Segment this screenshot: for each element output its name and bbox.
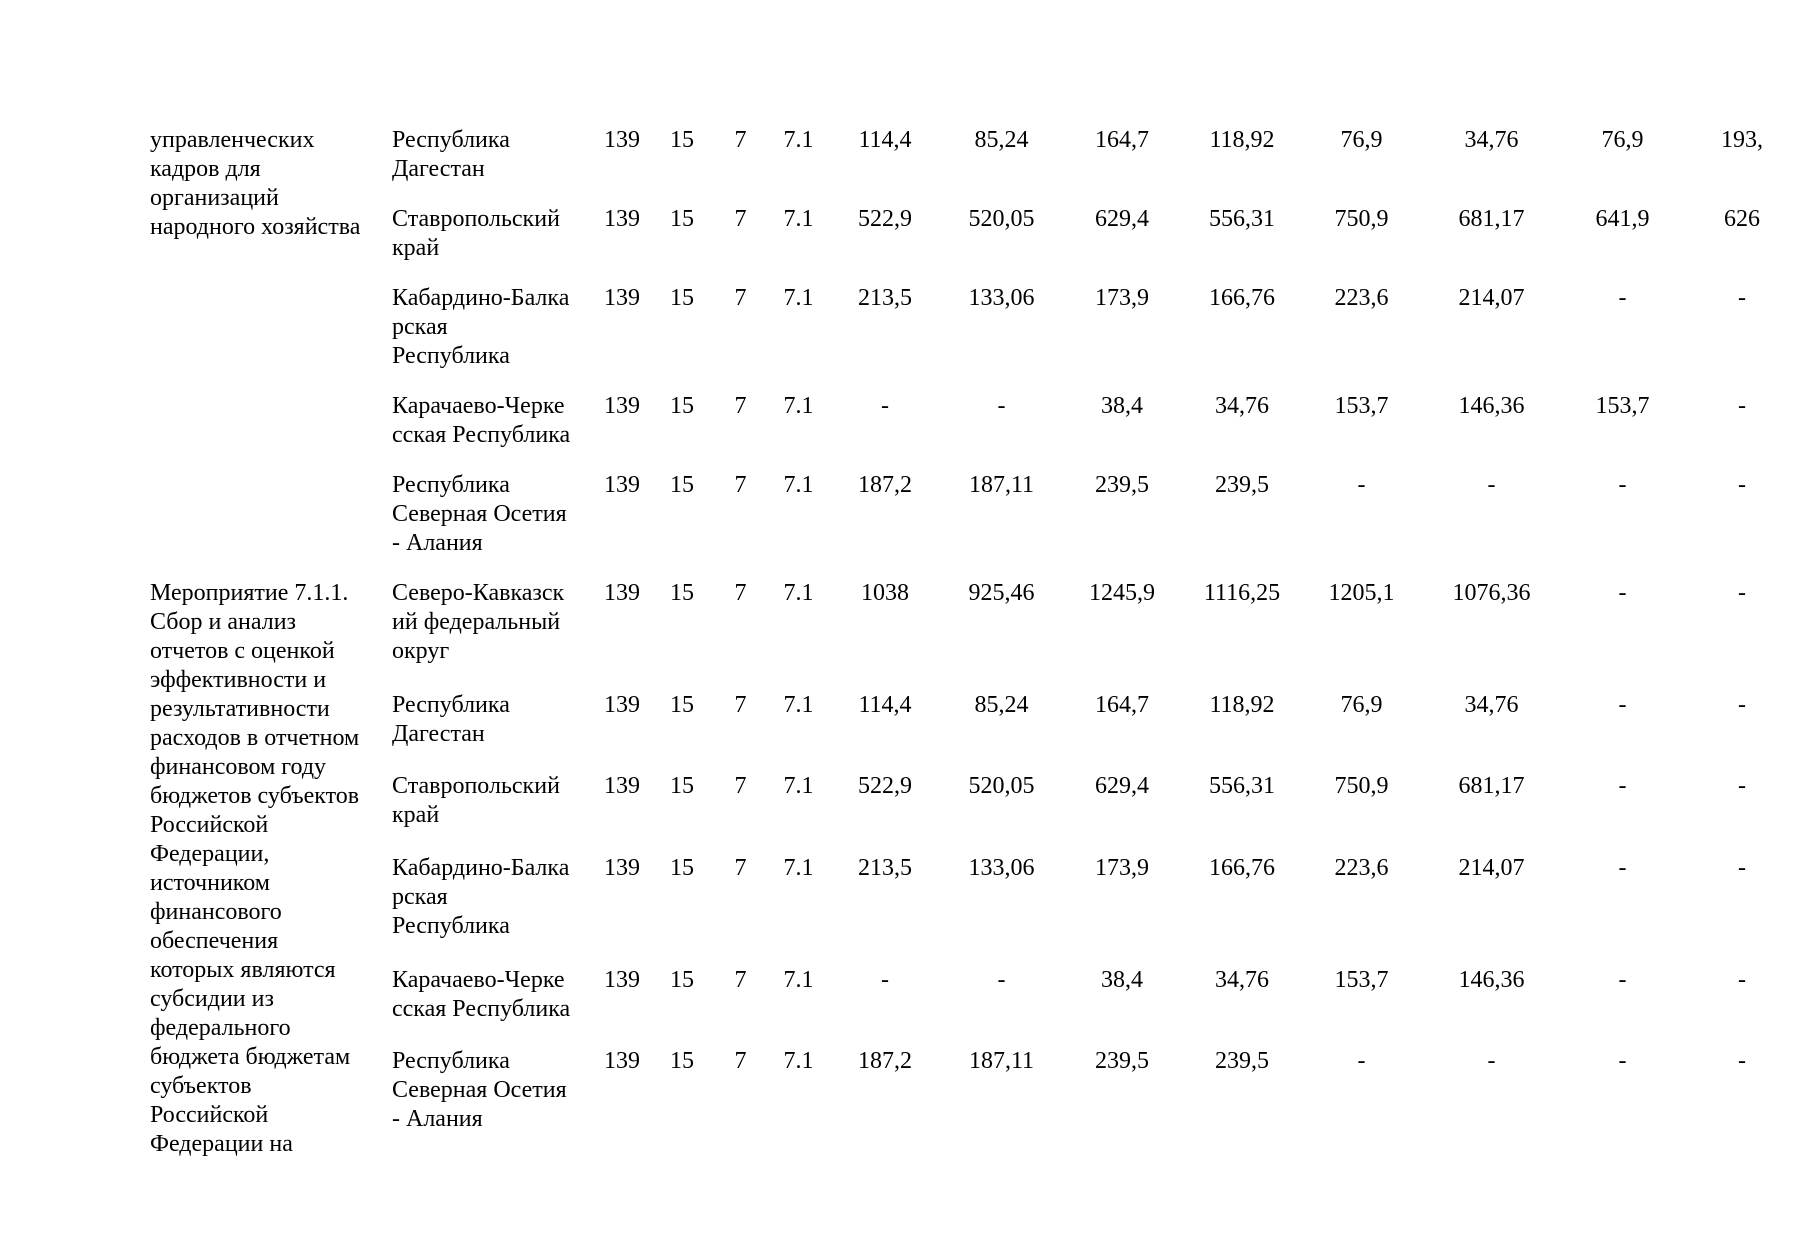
activity-code-cell: 7.1 bbox=[783, 472, 814, 498]
value-cell: - bbox=[1738, 691, 1746, 718]
activity-description bbox=[150, 126, 392, 579]
value-cell: 114,4 bbox=[858, 127, 912, 153]
table-row bbox=[150, 284, 1801, 392]
value-cell: 520,05 bbox=[968, 773, 1035, 800]
subprogram-code-cell: 15 bbox=[670, 580, 694, 606]
measure-code-cell: 7 bbox=[734, 966, 747, 993]
value-cell: 133,06 bbox=[968, 855, 1035, 881]
region-name bbox=[392, 579, 593, 691]
value-cell: 522,9 bbox=[858, 773, 912, 800]
value-cell: 166,76 bbox=[1209, 855, 1275, 881]
description-line: субъектов bbox=[150, 1073, 252, 1099]
description-line: Мероприятие 7.1.1. bbox=[150, 580, 349, 606]
value-cell: - bbox=[1618, 1048, 1627, 1075]
program-code-cell: 139 bbox=[604, 393, 640, 419]
description-line: обеспечения bbox=[150, 928, 279, 954]
value-cell: 164,7 bbox=[1095, 127, 1149, 153]
value-cell: - bbox=[1738, 285, 1746, 311]
region-line: рская bbox=[392, 884, 448, 910]
region-line: край bbox=[392, 235, 440, 261]
program-code-cell: 139 bbox=[604, 855, 640, 881]
value-cell: 1076,36 bbox=[1452, 580, 1531, 606]
description-line: субсидии из bbox=[150, 986, 274, 1012]
table-row bbox=[150, 579, 1801, 691]
value-cell: 214,07 bbox=[1458, 285, 1525, 311]
value-cell: 214,07 bbox=[1458, 855, 1525, 881]
value-cell: 213,5 bbox=[858, 855, 912, 881]
value-cell: 38,4 bbox=[1101, 393, 1143, 419]
value-cell: 239,5 bbox=[1215, 1048, 1269, 1075]
description-line: источником bbox=[150, 870, 270, 896]
region-line: Ставропольский bbox=[392, 206, 560, 232]
table-row bbox=[150, 392, 1801, 471]
program-code-cell: 139 bbox=[604, 206, 640, 232]
program-code-cell: 139 bbox=[604, 966, 640, 993]
description-line: финансовом году bbox=[150, 754, 327, 780]
measure-code-cell: 7 bbox=[734, 580, 747, 606]
measure-code-cell: 7 bbox=[734, 855, 747, 881]
value-cell: - bbox=[1357, 472, 1366, 498]
value-cell: - bbox=[1487, 1048, 1496, 1075]
budget-table bbox=[150, 126, 1801, 1159]
value-cell: - bbox=[997, 966, 1006, 993]
description-line: отчетов с оценкой bbox=[150, 638, 335, 664]
description-line: кадров для bbox=[150, 156, 261, 182]
region-line: Дагестан bbox=[392, 720, 485, 747]
description-line: бюджета бюджетам bbox=[150, 1044, 351, 1070]
value-cell: 193, bbox=[1721, 127, 1763, 153]
value-cell: - bbox=[1618, 966, 1627, 993]
subprogram-code-cell: 15 bbox=[670, 285, 694, 311]
region-name bbox=[392, 966, 593, 1048]
value-cell: 187,2 bbox=[858, 472, 912, 498]
table-row bbox=[150, 205, 1801, 284]
value-cell: - bbox=[1618, 472, 1627, 498]
region-name bbox=[392, 284, 593, 392]
value-cell: 187,2 bbox=[858, 1048, 912, 1075]
value-cell: 166,76 bbox=[1209, 285, 1275, 311]
region-name bbox=[392, 1047, 593, 1159]
description-line: бюджетов субъектов bbox=[150, 783, 360, 809]
description-line: Российской bbox=[150, 1102, 269, 1128]
description-line: федерального bbox=[150, 1015, 291, 1041]
value-cell: 626 bbox=[1724, 206, 1760, 232]
description-line: результативности bbox=[150, 696, 330, 722]
value-cell: 187,11 bbox=[968, 1048, 1035, 1075]
value-cell: - bbox=[881, 393, 889, 419]
value-cell: 146,36 bbox=[1458, 966, 1525, 993]
region-line: сская Республика bbox=[392, 422, 571, 448]
region-line: округ bbox=[392, 638, 450, 664]
value-cell: - bbox=[1738, 855, 1746, 881]
value-cell: 146,36 bbox=[1458, 393, 1525, 419]
value-cell: - bbox=[1487, 472, 1496, 498]
measure-code-cell: 7 bbox=[734, 773, 747, 800]
value-cell: 34,76 bbox=[1464, 691, 1519, 718]
description-line: Федерации, bbox=[150, 841, 270, 867]
value-cell: - bbox=[1618, 285, 1627, 311]
subprogram-code-cell: 15 bbox=[670, 855, 694, 881]
table-row bbox=[150, 854, 1801, 966]
value-cell: 164,7 bbox=[1095, 691, 1149, 718]
value-cell: 681,17 bbox=[1458, 206, 1525, 232]
description-line: организаций bbox=[150, 185, 279, 211]
activity-code-cell: 7.1 bbox=[783, 855, 814, 881]
region-name bbox=[392, 691, 593, 773]
region-name bbox=[392, 471, 593, 579]
region-line: Кабардино-Балка bbox=[392, 285, 570, 311]
activity-code-cell: 7.1 bbox=[783, 691, 814, 718]
value-cell: 556,31 bbox=[1209, 773, 1275, 800]
table-row bbox=[150, 471, 1801, 579]
value-cell: 629,4 bbox=[1095, 206, 1149, 232]
value-cell: 522,9 bbox=[858, 206, 912, 232]
region-line: - Алания bbox=[392, 530, 483, 556]
value-cell: - bbox=[997, 393, 1006, 419]
region-line: Ставропольский bbox=[392, 773, 560, 800]
program-code-cell: 139 bbox=[604, 691, 640, 718]
program-code-cell: 139 bbox=[604, 1048, 640, 1075]
region-line: Республика bbox=[392, 127, 510, 153]
value-cell: 750,9 bbox=[1334, 773, 1389, 800]
measure-code-cell: 7 bbox=[734, 393, 747, 419]
activity-description bbox=[150, 579, 392, 1159]
region-line: Республика bbox=[392, 1048, 510, 1075]
value-cell: 34,76 bbox=[1464, 127, 1519, 153]
value-cell: - bbox=[1738, 966, 1746, 993]
value-cell: 1205,1 bbox=[1328, 580, 1395, 606]
activity-code-cell: 7.1 bbox=[783, 773, 814, 800]
region-name bbox=[392, 772, 593, 854]
value-cell: 114,4 bbox=[858, 691, 912, 718]
value-cell: 223,6 bbox=[1334, 855, 1389, 881]
value-cell: 641,9 bbox=[1595, 206, 1650, 232]
subprogram-code-cell: 15 bbox=[670, 691, 694, 718]
value-cell: 173,9 bbox=[1095, 855, 1149, 881]
region-line: Республика bbox=[392, 472, 510, 498]
region-name bbox=[392, 126, 593, 205]
activity-code-cell: 7.1 bbox=[783, 206, 814, 232]
region-line: Карачаево-Черке bbox=[392, 966, 565, 993]
value-cell: 925,46 bbox=[968, 580, 1035, 606]
subprogram-code-cell: 15 bbox=[670, 1048, 694, 1075]
value-cell: 239,5 bbox=[1095, 1048, 1149, 1075]
region-line: Республика bbox=[392, 691, 510, 718]
table-row bbox=[150, 126, 1801, 205]
value-cell: - bbox=[1618, 580, 1627, 606]
region-line: край bbox=[392, 802, 440, 829]
measure-code-cell: 7 bbox=[734, 285, 747, 311]
region-line: Северная Осетия bbox=[392, 1077, 567, 1104]
region-name bbox=[392, 854, 593, 966]
region-line: Северная Осетия bbox=[392, 501, 567, 527]
value-cell: 85,24 bbox=[974, 127, 1029, 153]
subprogram-code-cell: 15 bbox=[670, 206, 694, 232]
region-line: Республика bbox=[392, 343, 510, 369]
subprogram-code-cell: 15 bbox=[670, 393, 694, 419]
value-cell: - bbox=[1618, 773, 1627, 800]
description-line: эффективности и bbox=[150, 667, 327, 693]
program-code-cell: 139 bbox=[604, 580, 640, 606]
description-line: расходов в отчетном bbox=[150, 725, 360, 751]
measure-code-cell: 7 bbox=[734, 691, 747, 718]
table-row bbox=[150, 772, 1801, 854]
value-cell: 34,76 bbox=[1215, 393, 1269, 419]
region-name bbox=[392, 392, 593, 471]
value-cell: 629,4 bbox=[1095, 773, 1149, 800]
value-cell: - bbox=[1357, 1048, 1366, 1075]
activity-code-cell: 7.1 bbox=[783, 127, 814, 153]
table-row bbox=[150, 691, 1801, 773]
region-line: Дагестан bbox=[392, 156, 485, 182]
region-line: - Алания bbox=[392, 1106, 483, 1133]
value-cell: - bbox=[1618, 691, 1627, 718]
value-cell: 133,06 bbox=[968, 285, 1035, 311]
program-code-cell: 139 bbox=[604, 773, 640, 800]
region-line: Северо-Кавказск bbox=[392, 580, 565, 606]
description-line: Российской bbox=[150, 812, 269, 838]
value-cell: 239,5 bbox=[1215, 472, 1269, 498]
value-cell: 76,9 bbox=[1340, 691, 1383, 718]
activity-code-cell: 7.1 bbox=[783, 285, 814, 311]
value-cell: 223,6 bbox=[1334, 285, 1389, 311]
table-row bbox=[150, 966, 1801, 1048]
description-line: народного хозяйства bbox=[150, 214, 361, 240]
value-cell: 153,7 bbox=[1334, 393, 1389, 419]
value-cell: 118,92 bbox=[1209, 127, 1275, 153]
value-cell: 520,05 bbox=[968, 206, 1035, 232]
subprogram-code-cell: 15 bbox=[670, 472, 694, 498]
value-cell: 750,9 bbox=[1334, 206, 1389, 232]
value-cell: 213,5 bbox=[858, 285, 912, 311]
value-cell: - bbox=[1738, 1048, 1746, 1075]
value-cell: 34,76 bbox=[1215, 966, 1269, 993]
region-line: сская Республика bbox=[392, 995, 571, 1022]
measure-code-cell: 7 bbox=[734, 1048, 747, 1075]
program-code-cell: 139 bbox=[604, 472, 640, 498]
table-row bbox=[150, 1047, 1801, 1159]
value-cell: 1245,9 bbox=[1089, 580, 1155, 606]
measure-code-cell: 7 bbox=[734, 472, 747, 498]
value-cell: - bbox=[1738, 472, 1746, 498]
measure-code-cell: 7 bbox=[734, 206, 747, 232]
value-cell: 239,5 bbox=[1095, 472, 1149, 498]
region-line: ий федеральный bbox=[392, 609, 561, 635]
value-cell: 85,24 bbox=[974, 691, 1029, 718]
description-line: которых являются bbox=[150, 957, 336, 983]
value-cell: 118,92 bbox=[1209, 691, 1275, 718]
activity-code-cell: 7.1 bbox=[783, 580, 814, 606]
budget-table-body bbox=[150, 126, 1801, 1159]
value-cell: 153,7 bbox=[1334, 966, 1389, 993]
measure-code-cell: 7 bbox=[734, 127, 747, 153]
description-line: Сбор и анализ bbox=[150, 609, 297, 635]
program-code-cell: 139 bbox=[604, 127, 640, 153]
region-line: Кабардино-Балка bbox=[392, 855, 570, 881]
subprogram-code-cell: 15 bbox=[670, 773, 694, 800]
description-line: управленческих bbox=[150, 127, 315, 153]
subprogram-code-cell: 15 bbox=[670, 966, 694, 993]
activity-code-cell: 7.1 bbox=[783, 1048, 814, 1075]
value-cell: - bbox=[1618, 855, 1627, 881]
value-cell: 38,4 bbox=[1101, 966, 1143, 993]
value-cell: 1116,25 bbox=[1203, 580, 1281, 606]
region-line: рская bbox=[392, 314, 448, 340]
subprogram-code-cell: 15 bbox=[670, 127, 694, 153]
description-line: финансового bbox=[150, 899, 282, 925]
value-cell: 556,31 bbox=[1209, 206, 1275, 232]
value-cell: - bbox=[881, 966, 889, 993]
value-cell: 153,7 bbox=[1595, 393, 1650, 419]
value-cell: 76,9 bbox=[1340, 127, 1383, 153]
activity-code-cell: 7.1 bbox=[783, 393, 814, 419]
value-cell: - bbox=[1738, 580, 1746, 606]
value-cell: 173,9 bbox=[1095, 285, 1149, 311]
region-line: Карачаево-Черке bbox=[392, 393, 565, 419]
region-name bbox=[392, 205, 593, 284]
value-cell: 187,11 bbox=[968, 472, 1035, 498]
program-code-cell: 139 bbox=[604, 285, 640, 311]
value-cell: 681,17 bbox=[1458, 773, 1525, 800]
description-line: Федерации на bbox=[150, 1131, 293, 1157]
value-cell: - bbox=[1738, 393, 1746, 419]
value-cell: 76,9 bbox=[1601, 127, 1644, 153]
activity-code-cell: 7.1 bbox=[783, 966, 814, 993]
value-cell: - bbox=[1738, 773, 1746, 800]
value-cell: 1038 bbox=[861, 580, 909, 606]
region-line: Республика bbox=[392, 913, 510, 939]
